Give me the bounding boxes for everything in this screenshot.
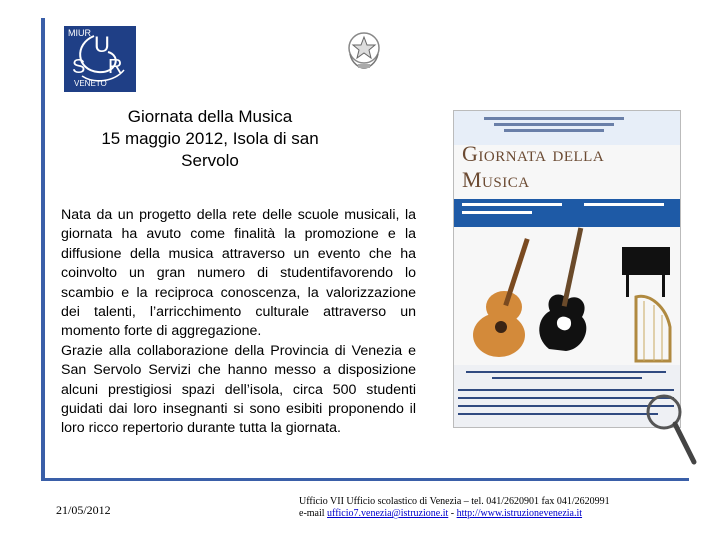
poster-footer-line xyxy=(458,413,658,415)
logo-letter-u: U xyxy=(94,32,110,57)
poster-band-line xyxy=(584,203,664,206)
poster-header-line xyxy=(484,117,624,120)
footer-separator: - xyxy=(448,508,457,519)
poster-date-band xyxy=(454,199,680,227)
office-footer xyxy=(299,496,610,520)
poster-footer-line xyxy=(466,371,666,373)
title-line-3: Servolo xyxy=(181,151,239,170)
bottom-accent-bar xyxy=(41,478,689,481)
title-line-1: Giornata della Musica xyxy=(127,107,293,126)
magnifier-icon xyxy=(640,388,700,468)
italian-republic-emblem-icon xyxy=(344,28,384,72)
logo-bottom-text: VENETO xyxy=(74,79,107,88)
poster-band-line xyxy=(462,211,532,214)
title-line-2: 15 maggio 2012, Isola di san xyxy=(101,129,319,148)
poster-footer-line xyxy=(492,377,642,379)
footer-contact-line: Ufficio VII Ufficio scolastico di Venezia – tel. 041/2620901 fax 041/2620991 xyxy=(299,496,610,507)
email-link[interactable]: ufficio7.venezia@istruzione.it xyxy=(327,508,449,519)
page-title xyxy=(60,106,360,172)
miur-usr-veneto-logo xyxy=(64,26,136,92)
logo-letter-s: S xyxy=(72,56,86,78)
poster-header-line xyxy=(494,123,614,126)
event-poster-image xyxy=(453,110,681,428)
poster-instruments-illustration xyxy=(454,227,680,365)
poster-header-block xyxy=(454,111,680,145)
poster-header-line xyxy=(504,129,604,132)
logo-letter-r: R xyxy=(108,56,123,78)
footer-links-line xyxy=(299,508,610,520)
body-paragraph-1: Nata da un progetto della rete delle scuole musicali, la giornata ha avuto come finalità la promozione e la diffusione della musica attraverso un evento che ha coinvolto un gran numero di studentifavorendo lo scambio e la reciproca conoscenza, la valorizzazione dei talenti, l’arricchimento culturale attraverso un momento forte di aggregazione. xyxy=(61,207,416,340)
poster-title-line-1: Giornata della xyxy=(462,141,605,166)
email-prefix: e-mail xyxy=(299,508,328,519)
body-paragraph-2: Grazie alla collaborazione della Provincia di Venezia e San Servolo Servizi che hanno messo a disposizione alcuni prestigiosi spazi dell’isola, circa 500 studenti guidati dai loro insegnanti si sono esibiti proponendo il loro ricco repertorio durante tutta la giornata. xyxy=(61,342,416,437)
logo-top-text: MIUR xyxy=(68,28,91,38)
article-body xyxy=(61,206,416,439)
left-accent-bar xyxy=(41,18,45,480)
website-link[interactable]: http://www.istruzionevenezia.it xyxy=(456,508,583,519)
slide-date: 21/05/2012 xyxy=(56,503,111,517)
poster-band-line xyxy=(462,203,562,206)
poster-title xyxy=(462,141,604,193)
poster-title-line-2: Musica xyxy=(462,167,530,192)
